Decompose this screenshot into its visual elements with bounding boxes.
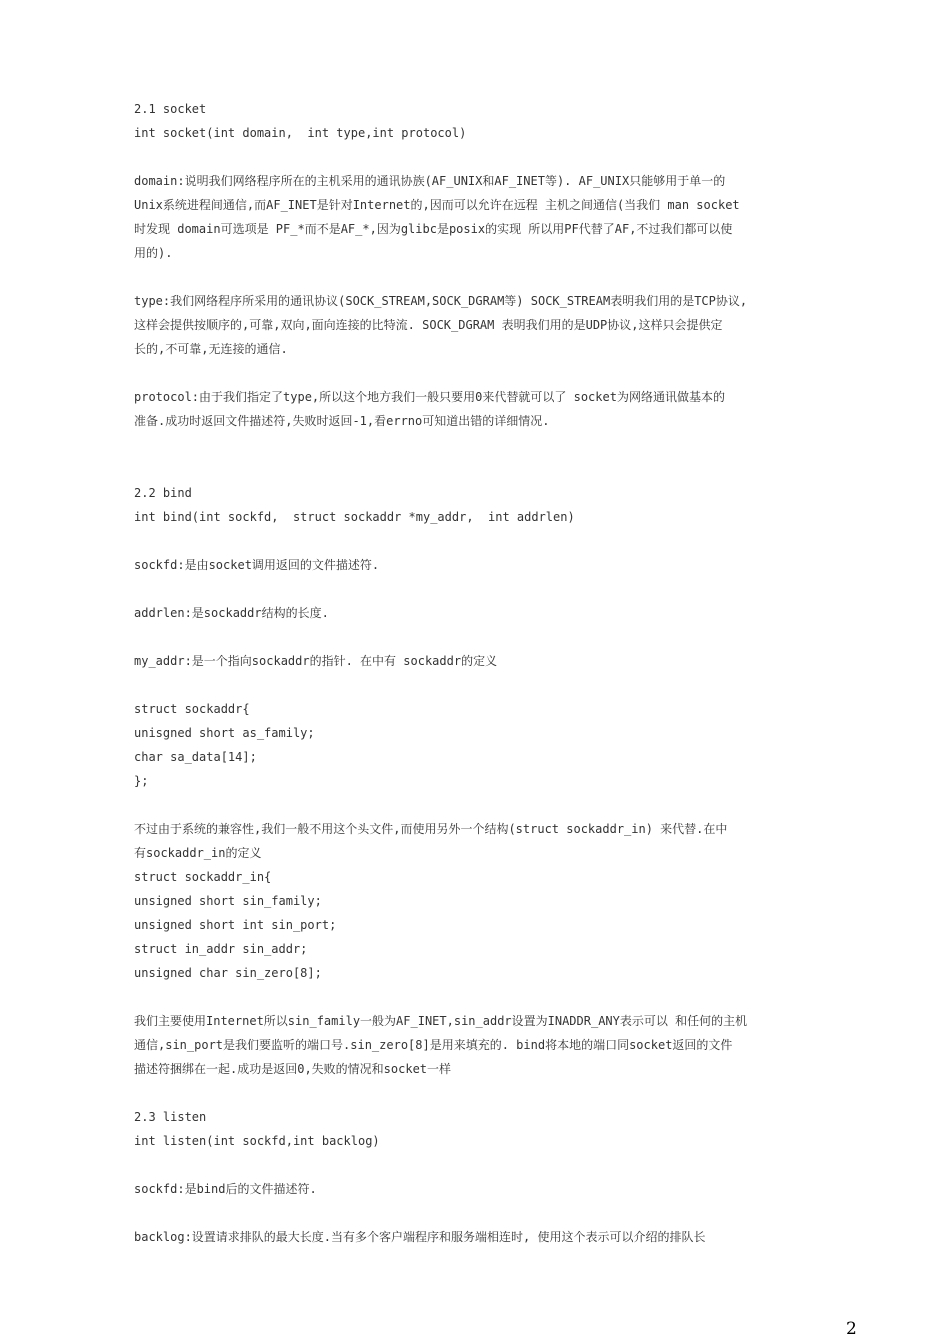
blank-line bbox=[134, 985, 810, 1009]
text-line: char sa_data[14]; bbox=[134, 750, 257, 764]
text-line: int listen(int sockfd,int backlog) bbox=[134, 1134, 380, 1148]
page-body bbox=[134, 97, 810, 1249]
blank-line bbox=[134, 1201, 810, 1225]
blank-line bbox=[134, 673, 810, 697]
text-line: int socket(int domain, int type,int protocol) bbox=[134, 126, 467, 140]
blank-line bbox=[134, 1081, 810, 1105]
text-line: 描述符捆绑在一起.成功是返回0,失败的情况和socket一样 bbox=[134, 1062, 452, 1076]
text-line: backlog:设置请求排队的最大长度.当有多个客户端程序和服务端相连时, 使用这个表示可以介绍的排队长 bbox=[134, 1230, 706, 1244]
text-line: sockfd:是由socket调用返回的文件描述符. bbox=[134, 558, 380, 572]
blank-line bbox=[134, 793, 810, 817]
text-line: type:我们网络程序所采用的通讯协议(SOCK_STREAM,SOCK_DGRAM等) SOCK_STREAM表明我们用的是TCP协议, bbox=[134, 294, 748, 308]
text-line: Unix系统进程间通信,而AF_INET是针对Internet的,因而可以允许在远程 主机之间通信(当我们 man socket bbox=[134, 198, 740, 212]
text-line: }; bbox=[134, 774, 149, 788]
blank-line bbox=[134, 145, 810, 169]
text-line: 2.3 listen bbox=[134, 1110, 207, 1124]
text-line: int bind(int sockfd, struct sockaddr *my_addr, int addrlen) bbox=[134, 510, 575, 524]
text-line: unsigned char sin_zero[8]; bbox=[134, 966, 322, 980]
text-line: 通信,sin_port是我们要监听的端口号.sin_zero[8]是用来填充的. bind将本地的端口同socket返回的文件 bbox=[134, 1038, 733, 1052]
text-line: my_addr:是一个指向sockaddr的指针. 在中有 sockaddr的定义 bbox=[134, 654, 498, 668]
blank-line bbox=[134, 1153, 810, 1177]
text-line: struct sockaddr{ bbox=[134, 702, 250, 716]
blank-line bbox=[134, 433, 810, 457]
blank-line bbox=[134, 265, 810, 289]
text-line: 用的). bbox=[134, 246, 173, 260]
blank-line bbox=[134, 529, 810, 553]
blank-line bbox=[134, 577, 810, 601]
text-line: struct sockaddr_in{ bbox=[134, 870, 272, 884]
text-line: protocol:由于我们指定了type,所以这个地方我们一般只要用0来代替就可以了 socket为网络通讯做基本的 bbox=[134, 390, 725, 404]
text-line: 我们主要使用Internet所以sin_family一般为AF_INET,sin_addr设置为INADDR_ANY表示可以 和任何的主机 bbox=[134, 1014, 748, 1028]
text-line: unsigned short sin_family; bbox=[134, 894, 322, 908]
text-line: unsigned short int sin_port; bbox=[134, 918, 337, 932]
blank-line bbox=[134, 457, 810, 481]
text-line: addrlen:是sockaddr结构的长度. bbox=[134, 606, 329, 620]
text-line: struct in_addr sin_addr; bbox=[134, 942, 308, 956]
text-line: 准备.成功时返回文件描述符,失败时返回-1,看errno可知道出错的详细情况. bbox=[134, 414, 550, 428]
page-number: 2 bbox=[846, 1319, 857, 1339]
text-line: 2.1 socket bbox=[134, 102, 207, 116]
text-line: 有sockaddr_in的定义 bbox=[134, 846, 262, 860]
text-line: 2.2 bind bbox=[134, 486, 192, 500]
blank-line bbox=[134, 625, 810, 649]
text-line: domain:说明我们网络程序所在的主机采用的通讯协族(AF_UNIX和AF_INET等). AF_UNIX只能够用于单一的 bbox=[134, 174, 726, 188]
blank-line bbox=[134, 361, 810, 385]
text-line: unisgned short as_family; bbox=[134, 726, 315, 740]
text-line: 时发现 domain可选项是 PF_*而不是AF_*,因为glibc是posix的实现 所以用PF代替了AF,不过我们都可以使 bbox=[134, 222, 733, 236]
text-line: 这样会提供按顺序的,可靠,双向,面向连接的比特流. SOCK_DGRAM 表明我们用的是UDP协议,这样只会提供定 bbox=[134, 318, 723, 332]
text-line: 不过由于系统的兼容性,我们一般不用这个头文件,而使用另外一个结构(struct sockaddr_in) 来代替.在中 bbox=[134, 822, 728, 836]
text-line: sockfd:是bind后的文件描述符. bbox=[134, 1182, 317, 1196]
text-line: 长的,不可靠,无连接的通信. bbox=[134, 342, 288, 356]
